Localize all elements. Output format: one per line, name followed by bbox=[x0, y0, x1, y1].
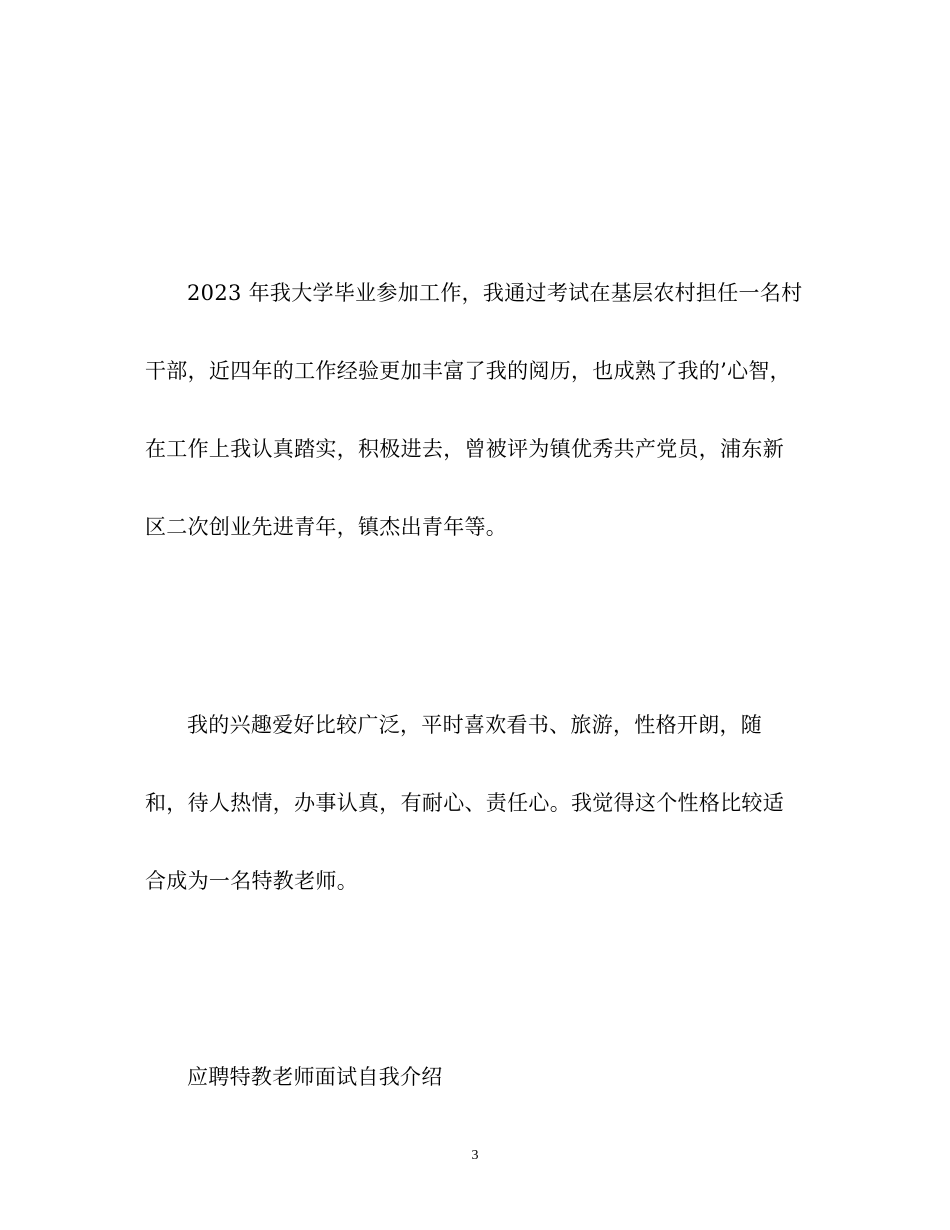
page-number: 3 bbox=[471, 1148, 479, 1163]
paragraph-work-experience bbox=[145, 254, 810, 566]
paragraph-section-heading bbox=[145, 1038, 810, 1116]
paragraph-line: 在工作上我认真踏实，积极进去，曾被评为镇优秀共产党员，浦东新 bbox=[145, 437, 784, 461]
paragraph-line: 区二次创业先进青年，镇杰出青年等。 bbox=[145, 515, 508, 539]
paragraph-line: 和，待人热情，办事认真，有耐心、责任心。我觉得这个性格比较适 bbox=[145, 791, 784, 815]
paragraph-hobbies-personality bbox=[145, 686, 810, 920]
paragraph-line: 我的兴趣爱好比较广泛，平时喜欢看书、旅游，性格开朗，随 bbox=[187, 713, 763, 737]
paragraph-line: 干部，近四年的工作经验更加丰富了我的阅历，也成熟了我的’心智， bbox=[145, 359, 791, 383]
paragraph-line: 合成为一名特教老师。 bbox=[145, 869, 358, 893]
paragraph-line: 2023 年我大学毕业参加工作，我通过考试在基层农村担任一名村 bbox=[187, 281, 803, 305]
section-heading-line: 应聘特教老师面试自我介绍 bbox=[187, 1065, 443, 1089]
